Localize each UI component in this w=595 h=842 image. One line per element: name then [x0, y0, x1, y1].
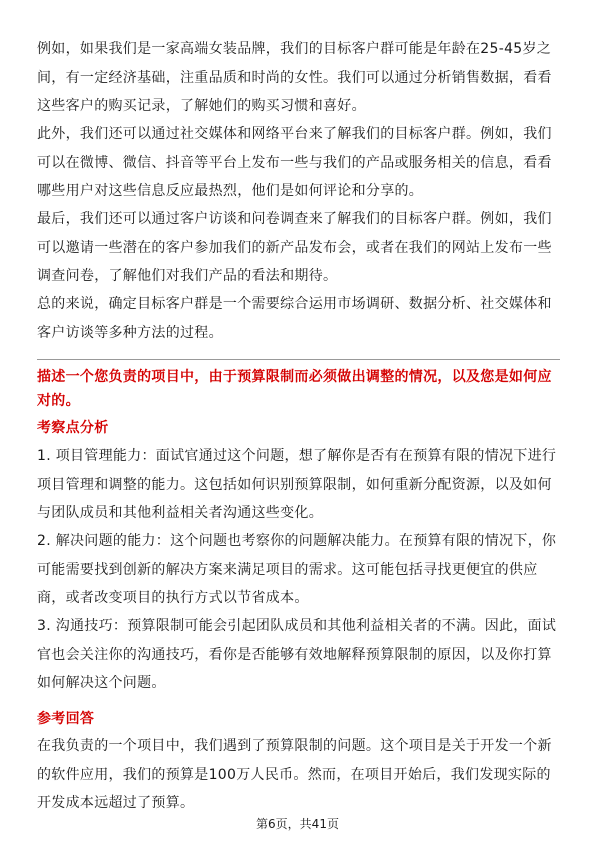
- page-number: 第6页，共41页: [256, 817, 339, 831]
- analysis-item-1: 1. 项目管理能力：面试官通过这个问题，想了解你是否有在预算有限的情况下进行项目管理和调整的能力。这包括如何识别预算限制，如何重新分配资源，以及如何与团队成员和其他利益相关者沟通这些变化。: [37, 448, 557, 521]
- intro-paragraph-1: 例如，如果我们是一家高端女装品牌，我们的目标客户群可能是年龄在25-45岁之间，有一定经济基础，注重品质和时尚的女性。我们可以通过分析销售数据，看看这些客户的购买记录，了解她们的购买习惯和喜好。: [37, 41, 552, 114]
- analysis-item-3: 3. 沟通技巧：预算限制可能会引起团队成员和其他利益相关者的不满。因此，面试官也会关注你的沟通技巧，看你是否能够有效地解释预算限制的原因，以及你打算如何解决这个问题。: [37, 618, 557, 691]
- analysis-heading: 考察点分析: [37, 420, 109, 436]
- intro-paragraph-2: 此外，我们还可以通过社交媒体和网络平台来了解我们的目标客户群。例如，我们可以在微博、微信、抖音等平台上发布一些与我们的产品或服务相关的信息，看看哪些用户对这些信息反应最热烈，他们是如何评论和分享的。: [37, 126, 552, 199]
- intro-paragraph-3: 最后，我们还可以通过客户访谈和问卷调查来了解我们的目标客户群。例如，我们可以邀请一些潜在的客户参加我们的新产品发布会，或者在我们的网站上发布一些调查问卷，了解他们对我们产品的看法和期待。: [37, 211, 552, 284]
- answer-text: 在我负责的一个项目中，我们遇到了预算限制的问题。这个项目是关于开发一个新的软件应用，我们的预算是100万人民币。然而，在项目开始后，我们发现实际的开发成本远超过了预算。: [37, 738, 552, 811]
- question-heading: 描述一个您负责的项目中，由于预算限制而必须做出调整的情况，以及您是如何应对的。: [37, 369, 552, 409]
- answer-heading: 参考回答: [37, 711, 95, 727]
- section-divider: [37, 359, 560, 360]
- analysis-item-2: 2. 解决问题的能力：这个问题也考察你的问题解决能力。在预算有限的情况下，你可能需要找到创新的解决方案来满足项目的需求。这可能包括寻找更便宜的供应商，或者改变项目的执行方式以节省成本。: [37, 533, 557, 606]
- intro-paragraph-4: 总的来说，确定目标客户群是一个需要综合运用市场调研、数据分析、社交媒体和客户访谈等多种方法的过程。: [37, 296, 552, 341]
